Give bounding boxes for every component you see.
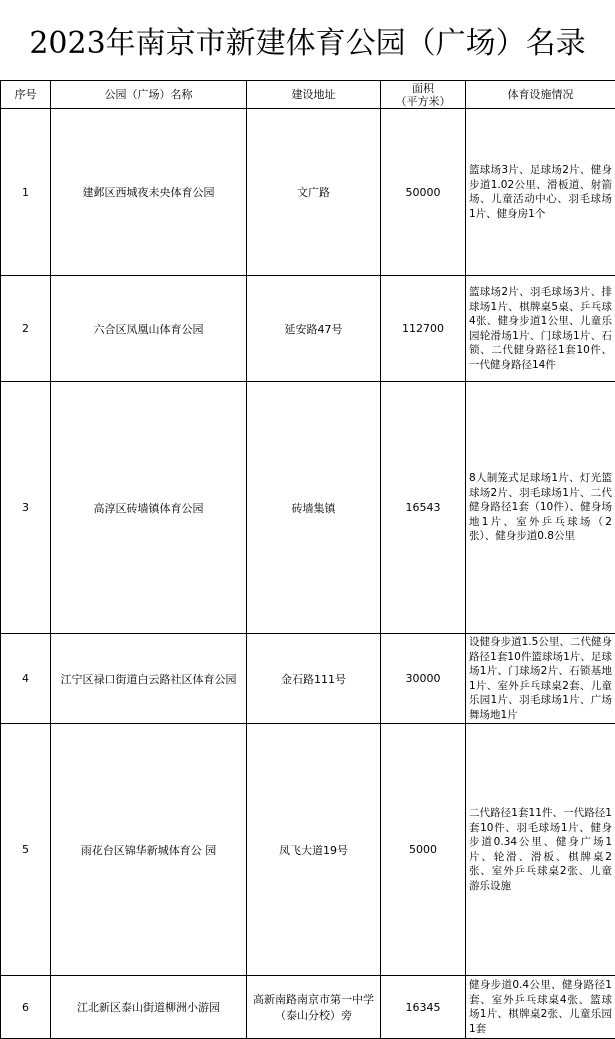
cell-name: 江宁区禄口街道白云路社区体育公园 [51, 634, 247, 724]
cell-address: 金石路111号 [247, 634, 381, 724]
cell-name: 雨花台区锦华新城体育公 园 [51, 724, 247, 976]
cell-facilities: 篮球场2片、羽毛球场3片、排球场1片、棋牌桌5桌、乒乓球4张、健身步道1公里、儿童乐园轮滑场1片、门球场1片、石锁、二代健身路径1套10件、一代健身路径14件 [466, 276, 615, 382]
cell-facilities: 篮球场3片、足球场2片、健身步道1.02公里、滑板道、射箭场、儿童活动中心、羽毛球场1片、健身房1个 [466, 109, 615, 276]
cell-facilities: 设健身步道1.5公里、二代健身路径1套10件篮球场1片、足球场1片、门球场2片、石锁基地1片、室外乒乓球桌2套、儿童乐园1片、羽毛球场1片、广场舞场地1片 [466, 634, 615, 724]
header-no: 序号 [1, 81, 51, 109]
cell-name: 江北新区泰山街道柳洲小游园 [51, 976, 247, 1039]
cell-name: 高淳区砖墙镇体育公园 [51, 382, 247, 634]
cell-address: 凤飞大道19号 [247, 724, 381, 976]
cell-address: 砖墙集镇 [247, 382, 381, 634]
cell-facilities: 二代路径1套11件、一代路径1套10件、羽毛球场1片、健身步道0.34公里、健身广场1片、轮滑、滑板、棋牌桌2张、室外乒乓球桌2张、儿童游乐设施 [466, 724, 615, 976]
table-row [1, 382, 615, 634]
cell-address: 文广路 [247, 109, 381, 276]
table-row [1, 976, 615, 1039]
page-title: 2023年南京市新建体育公园（广场）名录 [0, 0, 615, 80]
cell-no: 1 [1, 109, 51, 276]
parks-table [0, 80, 615, 1039]
header-area-line2: （平方米） [396, 95, 451, 108]
cell-no: 3 [1, 382, 51, 634]
table-row [1, 276, 615, 382]
table-row [1, 109, 615, 276]
table-row [1, 634, 615, 724]
table-row [1, 724, 615, 976]
cell-address: 高新南路南京市第一中学（泰山分校）旁 [247, 976, 381, 1039]
cell-no: 5 [1, 724, 51, 976]
cell-no: 2 [1, 276, 51, 382]
table-header-row [1, 81, 615, 109]
header-area [381, 81, 466, 109]
cell-area: 50000 [381, 109, 466, 276]
header-name: 公园（广场）名称 [51, 81, 247, 109]
cell-facilities: 8人制笼式足球场1片、灯光篮球场2片、羽毛球场1片、二代健身路径1套（10件）、健身场地1片、室外乒乓球场（2张）、健身步道0.8公里 [466, 382, 615, 634]
header-address: 建设地址 [247, 81, 381, 109]
cell-area: 16345 [381, 976, 466, 1039]
cell-area: 5000 [381, 724, 466, 976]
cell-area: 30000 [381, 634, 466, 724]
cell-area: 112700 [381, 276, 466, 382]
cell-area: 16543 [381, 382, 466, 634]
cell-no: 4 [1, 634, 51, 724]
cell-facilities: 健身步道0.4公里、健身路径1套、室外乒乓球桌4张、篮球场1片、棋牌桌2张、儿童乐园1套 [466, 976, 615, 1039]
cell-address: 延安路47号 [247, 276, 381, 382]
cell-name: 建邺区西城夜未央体育公园 [51, 109, 247, 276]
cell-name: 六合区凤凰山体育公园 [51, 276, 247, 382]
cell-no: 6 [1, 976, 51, 1039]
header-facilities: 体育设施情况 [466, 81, 615, 109]
header-area-line1: 面积 [412, 82, 434, 95]
